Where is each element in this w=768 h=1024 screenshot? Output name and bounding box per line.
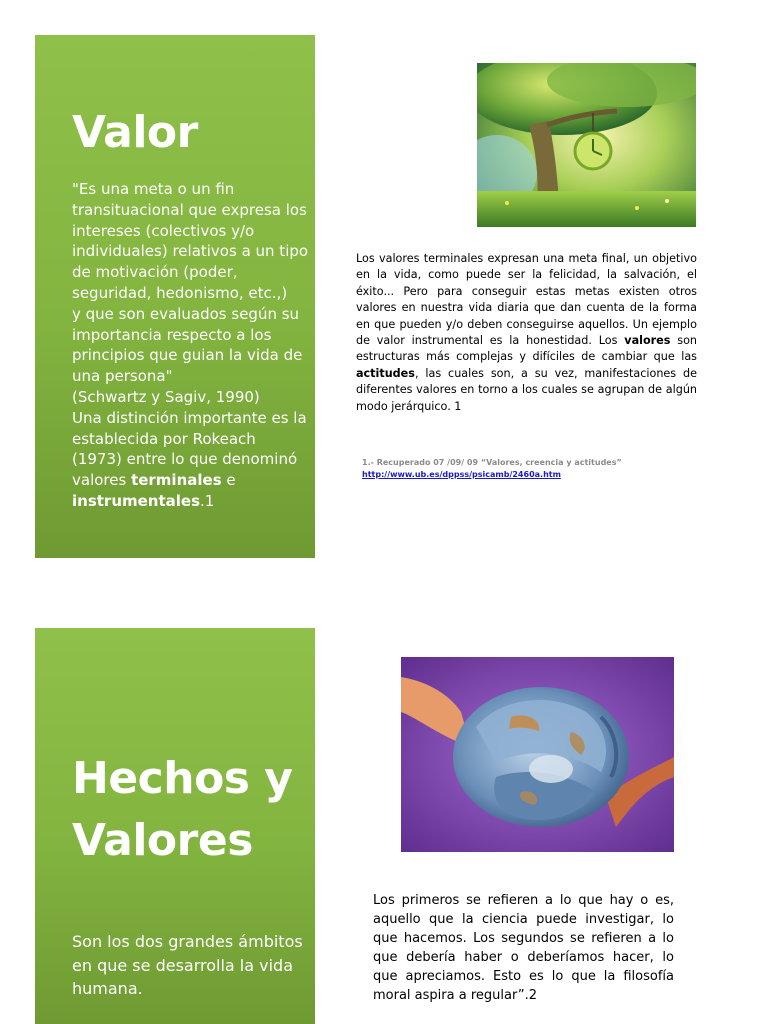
valor-quote: "Es una meta o un fin transituacional que expresa los intereses (colectivos y/o individuales) relativos a un tipo de motivación (poder, seguridad, hedonismo, etc.,) — [72, 180, 309, 302]
bold-actitudes: actitudes — [356, 366, 415, 380]
hechos-valores-paragraph: Los primeros se refieren a lo que hay o es, aquello que la ciencia puede investigar, lo que hacemos. Los segundos se refieren a lo que debería haber o deberíamos hacer, lo que apreciamos. Esto es lo que la filosofía moral aspira a regular”.2 — [373, 893, 674, 1003]
hechos-valores-subtitle: Son los dos grandes ámbitos en que se desarrolla la vida humana. — [72, 932, 303, 998]
hechos-valores-title — [72, 748, 312, 872]
term-instrumental: instrumentales — [72, 491, 201, 510]
footnote-link[interactable]: http://www.ub.es/dppss/psicamb/2460a.htm — [362, 470, 561, 479]
connector: e — [221, 471, 236, 490]
world-hands-image — [401, 657, 674, 852]
paragraph-part3: , las cuales son, a su vez, manifestaciones de diferentes valores en torno a los cuales se agrupan de algún modo jerárquico. 1 — [356, 366, 697, 413]
footnote-reference: 1.- Recuperado 07 /09/ 09 “Valores, creencia y actitudes” — [362, 458, 622, 467]
distinction-pre: Una distinción importante es la establecida por Rokeach (1973) entre lo que denominó valores — [72, 408, 307, 490]
distinction-post: .1 — [200, 491, 215, 510]
title-line-1: Hechos y — [72, 753, 293, 804]
valor-definition — [72, 179, 310, 512]
valor-citation: (Schwartz y Sagiv, 1990) — [72, 387, 260, 406]
tree-clock-image — [477, 63, 696, 227]
valor-quote-cont: y que son evaluados según su importancia respecto a los principios que guian la vida de una persona" — [72, 304, 303, 386]
terminal-values-paragraph — [356, 251, 697, 415]
paragraph-part1: Los valores terminales expresan una meta final, un objetivo en la vida, como puede ser la felicidad, la salvación, el éxito... Pero para conseguir estas metas existen otros valores en nuestra vida diaria que dan cuenta de la forma en que pueden y/o deben conseguirse aquellos. Un ejemplo de valor instrumental es la honestidad. Los — [356, 252, 697, 348]
title-line-2: Valores — [72, 815, 253, 866]
footnote — [362, 457, 622, 481]
hechos-valores-panel — [35, 628, 315, 1024]
valor-panel — [35, 35, 315, 558]
valor-title: Valor — [72, 107, 198, 158]
paragraph-part2: son estructuras más complejas y difíciles de cambiar que las — [356, 334, 697, 364]
term-terminal: terminales — [131, 471, 222, 490]
bold-valores: valores — [624, 334, 671, 348]
